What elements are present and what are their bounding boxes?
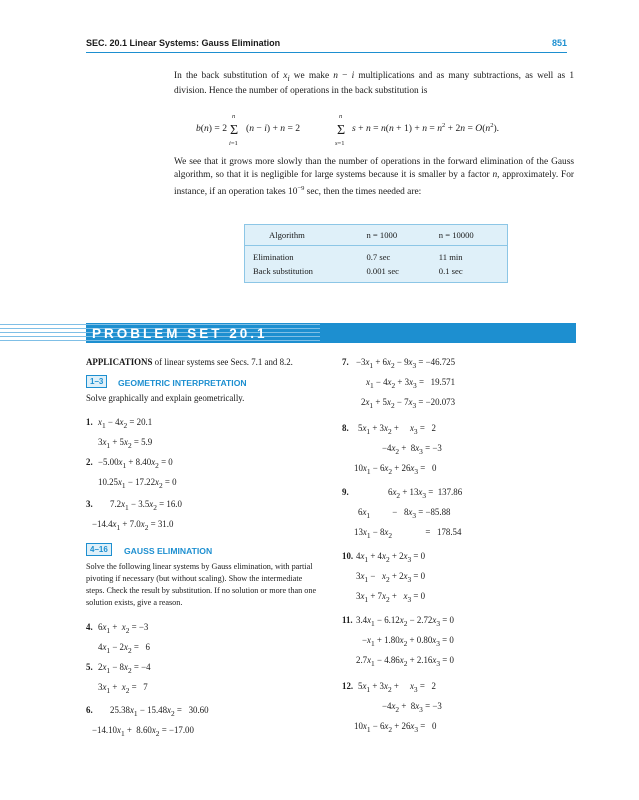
table-header: n = 10000 bbox=[431, 225, 508, 246]
equation: $4x_1 + 4x_2 + 2x_3 = 0$ bbox=[356, 551, 426, 564]
equation: $-4x_2 + 8x_3 = -3$ bbox=[382, 443, 442, 456]
table-cell: Elimination bbox=[253, 252, 294, 262]
problem-number: 3. bbox=[86, 499, 93, 509]
equation: $2x_1 - 8x_2 = -4$ bbox=[98, 662, 151, 675]
gauss-range-tag: 4–16 bbox=[86, 543, 112, 556]
equation: $10x_1 - 6x_2 + 26x_3 = 0$ bbox=[354, 463, 437, 476]
problem-number: 2. bbox=[86, 457, 93, 467]
problem-number: 6. bbox=[86, 705, 93, 715]
equation: $-14.4x_1 + 7.0x_2 = 31.0$ bbox=[92, 519, 174, 532]
equation: $5x_1 + 3x_2$ + $x_3 = 2$ bbox=[358, 681, 436, 694]
problem-number: 7. bbox=[342, 357, 349, 367]
equation: $4x_1 - 2x_2 = 6$ bbox=[98, 642, 150, 655]
table-cell: 0.1 sec bbox=[438, 266, 463, 276]
equation: $10.25x_1 - 17.22x_2 = 0$ bbox=[98, 477, 177, 490]
table-cell: Back substitution bbox=[253, 266, 313, 276]
equation: $-3x_1 + 6x_2 - 9x_3 = -46.725$ bbox=[356, 357, 456, 370]
svg-text:n: n bbox=[339, 113, 343, 120]
gauss-instructions: Solve the following linear systems by Gauss elimination, with partial pivoting if necessary (but without scaling). Show the intermediate steps. Check the result by substitution. If no solution or more than one solution exists, give a reason. bbox=[86, 562, 317, 607]
comparison-paragraph: We see that it grows more slowly than the number of operations in the forward elimination of the Gauss algorithm, so that it is negligible for large systems because it is smaller by a factor n, approximately. For instance, if an operation takes $10^{-9}$ sec, then the times needed are: bbox=[174, 157, 574, 198]
svg-text:n: n bbox=[232, 113, 236, 120]
geo-range-tag: 1–3 bbox=[86, 375, 107, 388]
svg-text:s=1: s=1 bbox=[335, 140, 345, 147]
back-substitution-formula bbox=[186, 110, 566, 148]
equation: $-4x_2 + 8x_3 = -3$ bbox=[382, 701, 442, 714]
svg-text:Σ: Σ bbox=[337, 123, 346, 138]
section-title: SEC. 20.1 Linear Systems: Gauss Elimination bbox=[86, 38, 281, 48]
problem-number: 4. bbox=[86, 622, 93, 632]
page-number: 851 bbox=[551, 38, 567, 48]
equation: $3x_1 + x_2 = 7$ bbox=[98, 682, 148, 695]
equation: $-x_1 + 1.80x_2 + 0.80x_3 = 0$ bbox=[362, 635, 454, 648]
equation: $6x_1$ − $8x_3 = -85.88$ bbox=[358, 507, 451, 520]
equation: $10x_1 - 6x_2 + 26x_3 = 0$ bbox=[354, 721, 437, 734]
svg-text:Σ: Σ bbox=[230, 123, 239, 138]
equation: $3x_1 - x_2 + 2x_3 = 0$ bbox=[356, 571, 426, 584]
table-cell: 0.001 sec bbox=[366, 266, 399, 276]
problem-number: 1. bbox=[86, 417, 93, 427]
problem-set-title: PROBLEM SET 20.1 bbox=[92, 326, 268, 341]
geo-section-title: GEOMETRIC INTERPRETATION bbox=[118, 378, 247, 388]
table-header: n = 1000 bbox=[358, 225, 430, 246]
operation-time-table bbox=[244, 224, 508, 283]
geo-instructions: Solve graphically and explain geometrically. bbox=[86, 393, 245, 403]
header-rule bbox=[86, 52, 567, 53]
table-cell: 11 min bbox=[438, 252, 463, 262]
problem-number: 5. bbox=[86, 662, 93, 672]
equation: $6x_1 + x_2 = -3$ bbox=[98, 622, 149, 635]
equation: $25.38x_1 - 15.48x_2 = 30.60$ bbox=[110, 705, 209, 718]
svg-text:s + n = n(n + 1) + n = n2 + 2n: $s + n = n(n + 1) + n = n^2 + 2n = O(n^2)$. bbox=[352, 122, 500, 134]
problem-number: 12. bbox=[342, 681, 354, 691]
problem-number: 8. bbox=[342, 423, 349, 433]
running-header bbox=[86, 38, 567, 52]
intro-paragraph: In the back substitution of $x_i$ we make n − i multiplications and as many subtractions, as well as 1 division. Hence the number of operations in the back substitution is bbox=[174, 71, 575, 96]
svg-text:b(n) = 2: b(n) = 2 bbox=[196, 123, 227, 134]
table-cell: 0.7 sec bbox=[366, 252, 391, 262]
equation: $3.4x_1 - 6.12x_2 - 2.72x_3 = 0$ bbox=[356, 615, 454, 628]
applications-note: APPLICATIONS of linear systems see Secs. 7.1 and 8.2. bbox=[86, 357, 293, 367]
svg-text:(n − i) + n = 2: (n − i) + n = 2 bbox=[246, 123, 301, 134]
equation: $6x_2 + 13x_3 = 137.86$ bbox=[388, 487, 463, 500]
equation: $x_1 - 4x_2 = 20.1$ bbox=[98, 417, 153, 430]
equation: $3x_1 + 7x_2 + x_3 = 0$ bbox=[356, 591, 426, 604]
equation: $5x_1 + 3x_2$ + $x_3 = 2$ bbox=[358, 423, 436, 436]
equation: $3x_1 + 5x_2 = 5.9$ bbox=[98, 437, 153, 450]
table-header: Algorithm bbox=[245, 225, 359, 246]
problem-number: 11. bbox=[342, 615, 353, 625]
equation: $2x_1 + 5x_2 - 7x_3 = -20.073$ bbox=[361, 397, 456, 410]
gauss-section-title: GAUSS ELIMINATION bbox=[124, 546, 213, 556]
problem-number: 9. bbox=[342, 487, 349, 497]
equation: $7.2x_1 - 3.5x_2 = 16.0$ bbox=[110, 499, 182, 512]
equation: $13x_1 - 8x_2$ = 178.54 bbox=[354, 527, 462, 540]
equation: $x_1 - 4x_2 + 3x_3 = 19.571$ bbox=[366, 377, 456, 390]
problem-number: 10. bbox=[342, 551, 354, 561]
equation: $-5.00x_1 + 8.40x_2 = 0$ bbox=[98, 457, 173, 470]
equation: $2.7x_1 - 4.86x_2 + 2.16x_3 = 0$ bbox=[356, 655, 454, 668]
equation: $-14.10x_1 + 8.60x_2 = -17.00$ bbox=[92, 725, 194, 738]
svg-text:i=1: i=1 bbox=[229, 140, 238, 147]
